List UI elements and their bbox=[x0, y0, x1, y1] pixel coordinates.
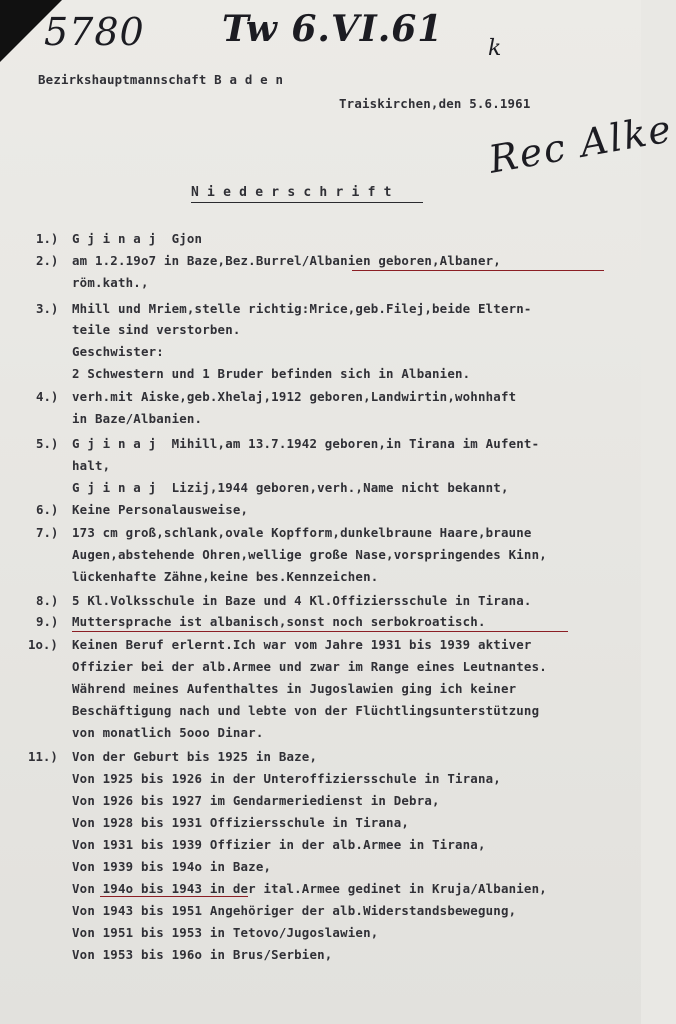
item-line: Von der Geburt bis 1925 in Baze, bbox=[72, 749, 318, 764]
item-line: Offizier bei der alb.Armee und zwar im Range eines Leutnantes. bbox=[72, 659, 547, 674]
item-line: Von 1931 bis 1939 Offizier in der alb.Armee in Tirana, bbox=[72, 837, 486, 852]
item-line: halt, bbox=[72, 458, 111, 473]
item-number: 6.) bbox=[36, 502, 59, 517]
item-line: Keine Personalausweise, bbox=[72, 502, 249, 517]
item-line: Von 194o bis 1943 in der ital.Armee gedinet in Kruja/Albanien, bbox=[72, 881, 547, 896]
item-line: Beschäftigung nach und lebte von der Flüchtlingsunterstützung bbox=[72, 703, 540, 718]
item-line: Keinen Beruf erlernt.Ich war vom Jahre 1931 bis 1939 aktiver bbox=[72, 637, 532, 652]
item-number: 4.) bbox=[36, 389, 59, 404]
item-number: 7.) bbox=[36, 525, 59, 540]
place-date-line: Traiskirchen,den 5.6.1961 bbox=[339, 96, 531, 111]
item-line: G j i n a j Lizij,1944 geboren,verh.,Name nicht bekannt, bbox=[72, 480, 509, 495]
item-line: Muttersprache ist albanisch,sonst noch serbokroatisch. bbox=[72, 614, 486, 629]
item-line: Geschwister: bbox=[72, 344, 164, 359]
item-line: Augen,abstehende Ohren,wellige große Nase,vorspringendes Kinn, bbox=[72, 547, 547, 562]
item-line: Von 1943 bis 1951 Angehöriger der alb.Widerstandsbewegung, bbox=[72, 903, 517, 918]
item-line: Von 1951 bis 1953 in Tetovo/Jugoslawien, bbox=[72, 925, 379, 940]
item-line: Von 1953 bis 196o in Brus/Serbien, bbox=[72, 947, 333, 962]
item-line: am 1.2.19o7 in Baze,Bez.Burrel/Albanien geboren,Albaner, bbox=[72, 253, 501, 268]
item-line: von monatlich 5ooo Dinar. bbox=[72, 725, 264, 740]
item-number: 2.) bbox=[36, 253, 59, 268]
item-line: 5 Kl.Volksschule in Baze und 4 Kl.Offiziersschule in Tirana. bbox=[72, 593, 532, 608]
item-line: 173 cm groß,schlank,ovale Kopfform,dunkelbraune Haare,braune bbox=[72, 525, 532, 540]
handwritten-date: Tw 6.VI.61 bbox=[222, 8, 444, 50]
item-number: 11.) bbox=[28, 749, 58, 764]
item-line: teile sind verstorben. bbox=[72, 322, 241, 337]
handwritten-file-number: 5780 bbox=[44, 10, 145, 54]
item-line: verh.mit Aiske,geb.Xhelaj,1912 geboren,Landwirtin,wohnhaft bbox=[72, 389, 517, 404]
authority-line: Bezirkshauptmannschaft B a d e n bbox=[38, 72, 284, 87]
item-line: G j i n a j Mihill,am 13.7.1942 geboren,in Tirana im Aufent- bbox=[72, 436, 540, 451]
item-line: Mhill und Mriem,stelle richtig:Mrice,geb.Filej,beide Eltern- bbox=[72, 301, 532, 316]
red-underline bbox=[72, 631, 568, 632]
item-line: Von 1925 bis 1926 in der Unteroffiziersschule in Tirana, bbox=[72, 771, 501, 786]
item-line: G j i n a j Gjon bbox=[72, 231, 203, 246]
handwritten-paraph: Rec Alke bbox=[485, 106, 676, 182]
item-number: 1o.) bbox=[28, 637, 58, 652]
item-number: 3.) bbox=[36, 301, 59, 316]
item-number: 9.) bbox=[36, 614, 59, 629]
title-underline bbox=[191, 202, 423, 203]
item-line: lückenhafte Zähne,keine bes.Kennzeichen. bbox=[72, 569, 379, 584]
item-number: 1.) bbox=[36, 231, 59, 246]
item-line: Während meines Aufenthaltes in Jugoslawien ging ich keiner bbox=[72, 681, 517, 696]
item-line: Von 1926 bis 1927 im Gendarmeriedienst in Debra, bbox=[72, 793, 440, 808]
item-number: 5.) bbox=[36, 436, 59, 451]
document-title: N i e d e r s c h r i f t bbox=[191, 185, 392, 200]
red-underline bbox=[352, 270, 604, 271]
item-line: Von 1939 bis 194o in Baze, bbox=[72, 859, 272, 874]
item-line: Von 1928 bis 1931 Offiziersschule in Tirana, bbox=[72, 815, 410, 830]
red-underline bbox=[100, 896, 248, 897]
handwritten-mark: k bbox=[488, 36, 502, 61]
item-number: 8.) bbox=[36, 593, 59, 608]
item-line: röm.kath., bbox=[72, 275, 149, 290]
item-line: in Baze/Albanien. bbox=[72, 411, 203, 426]
item-line: 2 Schwestern und 1 Bruder befinden sich in Albanien. bbox=[72, 366, 471, 381]
